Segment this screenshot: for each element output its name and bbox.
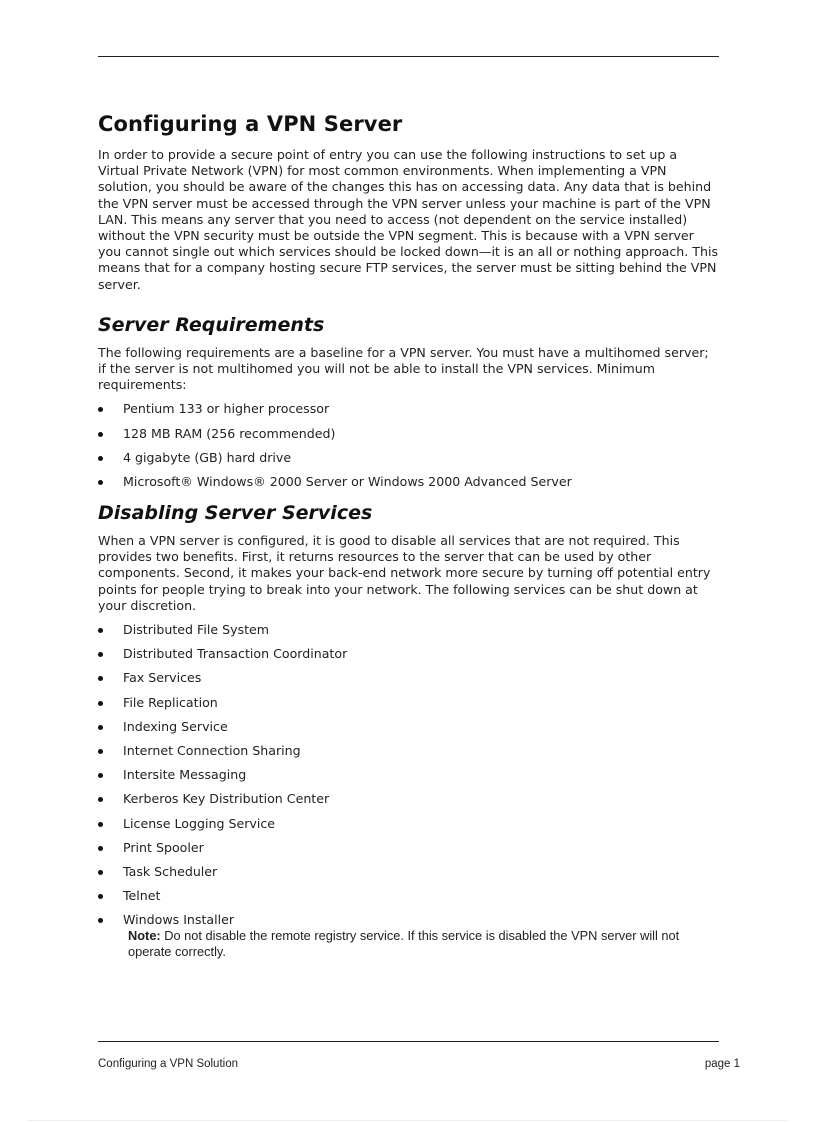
list-item: License Logging Service — [98, 816, 720, 832]
bullet-icon — [98, 407, 103, 412]
bullet-icon — [98, 725, 103, 730]
page-title: Configuring a VPN Server — [98, 112, 403, 136]
bullet-icon — [98, 701, 103, 706]
bullet-icon — [98, 894, 103, 899]
bullet-icon — [98, 456, 103, 461]
list-item: Task Scheduler — [98, 864, 720, 880]
disabling-services-paragraph: When a VPN server is configured, it is good to disable all services that are not required. This provides two benefits. First, it returns resources to the server that can be used by other components. Second, it makes your back-end network more secure by turning off potential entry points for people trying to break into your network. The following services can be shut down at your discretion. — [98, 533, 711, 613]
list-item: Kerberos Key Distribution Center — [98, 791, 720, 807]
disabling-services-heading: Disabling Server Services — [98, 502, 373, 524]
bullet-icon — [98, 870, 103, 875]
bullet-icon — [98, 628, 103, 633]
page-number: page 1 — [704, 1058, 740, 1070]
list-item: Telnet — [98, 888, 720, 904]
bullet-icon — [98, 652, 103, 657]
list-item: 128 MB RAM (256 recommended) — [98, 426, 720, 442]
list-item: Indexing Service — [98, 719, 720, 735]
bullet-icon — [98, 822, 103, 827]
page-edge-divider — [28, 1120, 788, 1121]
list-item: Print Spooler — [98, 840, 720, 856]
bullet-icon — [98, 846, 103, 851]
list-item: Fax Services — [98, 670, 720, 686]
bullet-icon — [98, 749, 103, 754]
list-item: Microsoft® Windows® 2000 Server or Windows 2000 Advanced Server — [98, 474, 720, 490]
header-rule — [98, 56, 719, 57]
bullet-icon — [98, 676, 103, 681]
list-item: Distributed File System — [98, 622, 720, 638]
note — [128, 928, 720, 960]
footer-document-title: Configuring a VPN Solution — [98, 1058, 238, 1070]
note-text: Do not disable the remote registry service. If this service is disabled the VPN server will not operate correctly. — [128, 928, 680, 960]
list-item: File Replication — [98, 695, 720, 711]
bullet-icon — [98, 918, 103, 923]
bullet-icon — [98, 797, 103, 802]
server-requirements-heading: Server Requirements — [98, 313, 325, 336]
services-list — [98, 622, 720, 928]
bullet-icon — [98, 432, 103, 437]
list-item: Windows Installer — [98, 912, 720, 928]
list-item: Pentium 133 or higher processor — [98, 401, 720, 417]
bullet-icon — [98, 480, 103, 485]
requirements-list — [98, 401, 720, 490]
list-item: Internet Connection Sharing — [98, 743, 720, 759]
bullet-icon — [98, 773, 103, 778]
intro-paragraph: In order to provide a secure point of entry you can use the following instructions to set up a Virtual Private Network (VPN) for most common environments. When implementing a VPN solution, you should be aware of the changes this has on accessing data. Any data that is behind the VPN server must be accessed through the VPN server unless your machine is part of the VPN LAN. This means any server that you need to access (not dependent on the service installed) without the VPN security must be outside the VPN segment. This is because with a VPN server you cannot single out which services should be locked down—it is an all or nothing approach. This means that for a company hosting secure FTP services, the server must be sitting behind the VPN server. — [98, 147, 719, 292]
page-content — [98, 112, 720, 960]
list-item: 4 gigabyte (GB) hard drive — [98, 450, 720, 466]
server-requirements-paragraph: The following requirements are a baseline for a VPN server. You must have a multihomed server; if the server is not multihomed you will not be able to install the VPN services. Minimum requirements: — [98, 344, 709, 393]
list-item: Distributed Transaction Coordinator — [98, 646, 720, 662]
list-item: Intersite Messaging — [98, 767, 720, 783]
note-label: Note: — [128, 928, 161, 944]
footer-rule — [98, 1041, 719, 1042]
